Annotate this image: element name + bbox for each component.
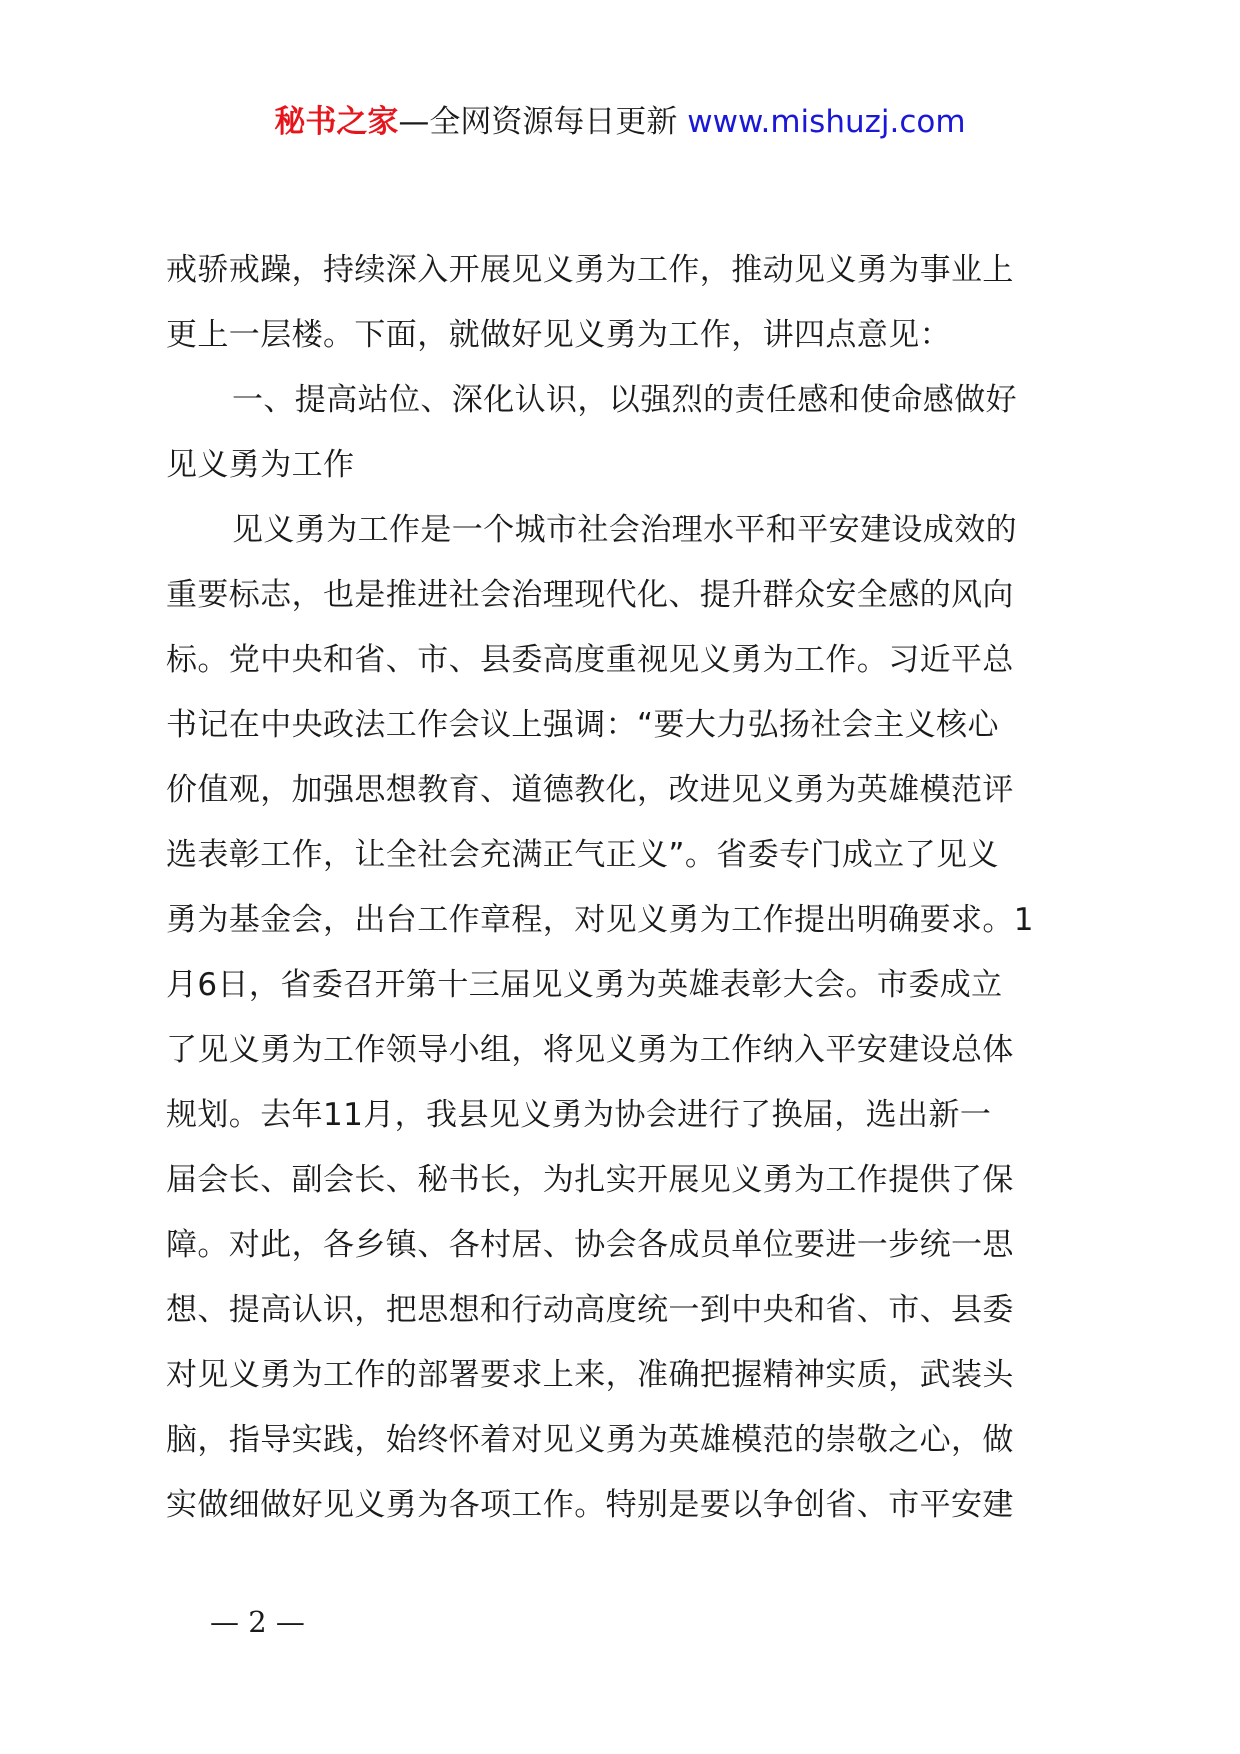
text-line: 选表彰工作，让全社会充满正气正义”。省委专门成立了见义 — [166, 837, 999, 873]
text-line: 脑，指导实践，始终怀着对见义勇为英雄模范的崇敬之心，做 — [166, 1422, 1014, 1458]
text-line: 价值观，加强思想教育、道德教化，改进见义勇为英雄模范评 — [166, 772, 1014, 808]
text-line: 实做细做好见义勇为各项工作。特别是要以争创省、市平安建 — [166, 1487, 1014, 1523]
section-heading-continued: 见义勇为工作 — [166, 447, 355, 483]
text-line: 障。对此，各乡镇、各村居、协会各成员单位要进一步统一思 — [166, 1227, 1014, 1263]
text-line: 月6日，省委召开第十三届见义勇为英雄表彰大会。市委成立 — [166, 967, 1003, 1003]
text-line: 重要标志，也是推进社会治理现代化、提升群众安全感的风向 — [166, 577, 1014, 613]
text-line: 戒骄戒躁，持续深入开展见义勇为工作，推动见义勇为事业上 — [166, 252, 1014, 288]
text-line: 规划。去年11月，我县见义勇为协会进行了换届，选出新一 — [166, 1097, 992, 1133]
section-heading: 一、提高站位、深化认识，以强烈的责任感和使命感做好 — [232, 382, 1017, 418]
brand-name: 秘书之家 — [274, 104, 399, 140]
text-line: 想、提高认识，把思想和行动高度统一到中央和省、市、县委 — [166, 1292, 1014, 1328]
text-line: 书记在中央政法工作会议上强调：“要大力弘扬社会主义核心 — [166, 707, 999, 743]
paragraph-start: 见义勇为工作是一个城市社会治理水平和平安建设成效的 — [232, 512, 1017, 548]
banner-slogan: —全网资源每日更新 — [398, 104, 678, 140]
text-line: 了见义勇为工作领导小组，将见义勇为工作纳入平安建设总体 — [166, 1032, 1014, 1068]
text-line: 更上一层楼。下面，就做好见义勇为工作，讲四点意见： — [166, 317, 951, 353]
text-line: 届会长、副会长、秘书长，为扎实开展见义勇为工作提供了保 — [166, 1162, 1014, 1198]
page-number: — 2 — — [210, 1605, 305, 1639]
text-line: 对见义勇为工作的部署要求上来，准确把握精神实质，武装头 — [166, 1357, 1014, 1393]
site-banner — [0, 100, 1240, 144]
text-line: 标。党中央和省、市、县委高度重视见义勇为工作。习近平总 — [166, 642, 1014, 678]
document-body — [166, 238, 1078, 1528]
site-url-link[interactable]: www.mishuzj.com — [687, 104, 966, 140]
text-line: 勇为基金会，出台工作章程，对见义勇为工作提出明确要求。1 — [166, 902, 1034, 938]
